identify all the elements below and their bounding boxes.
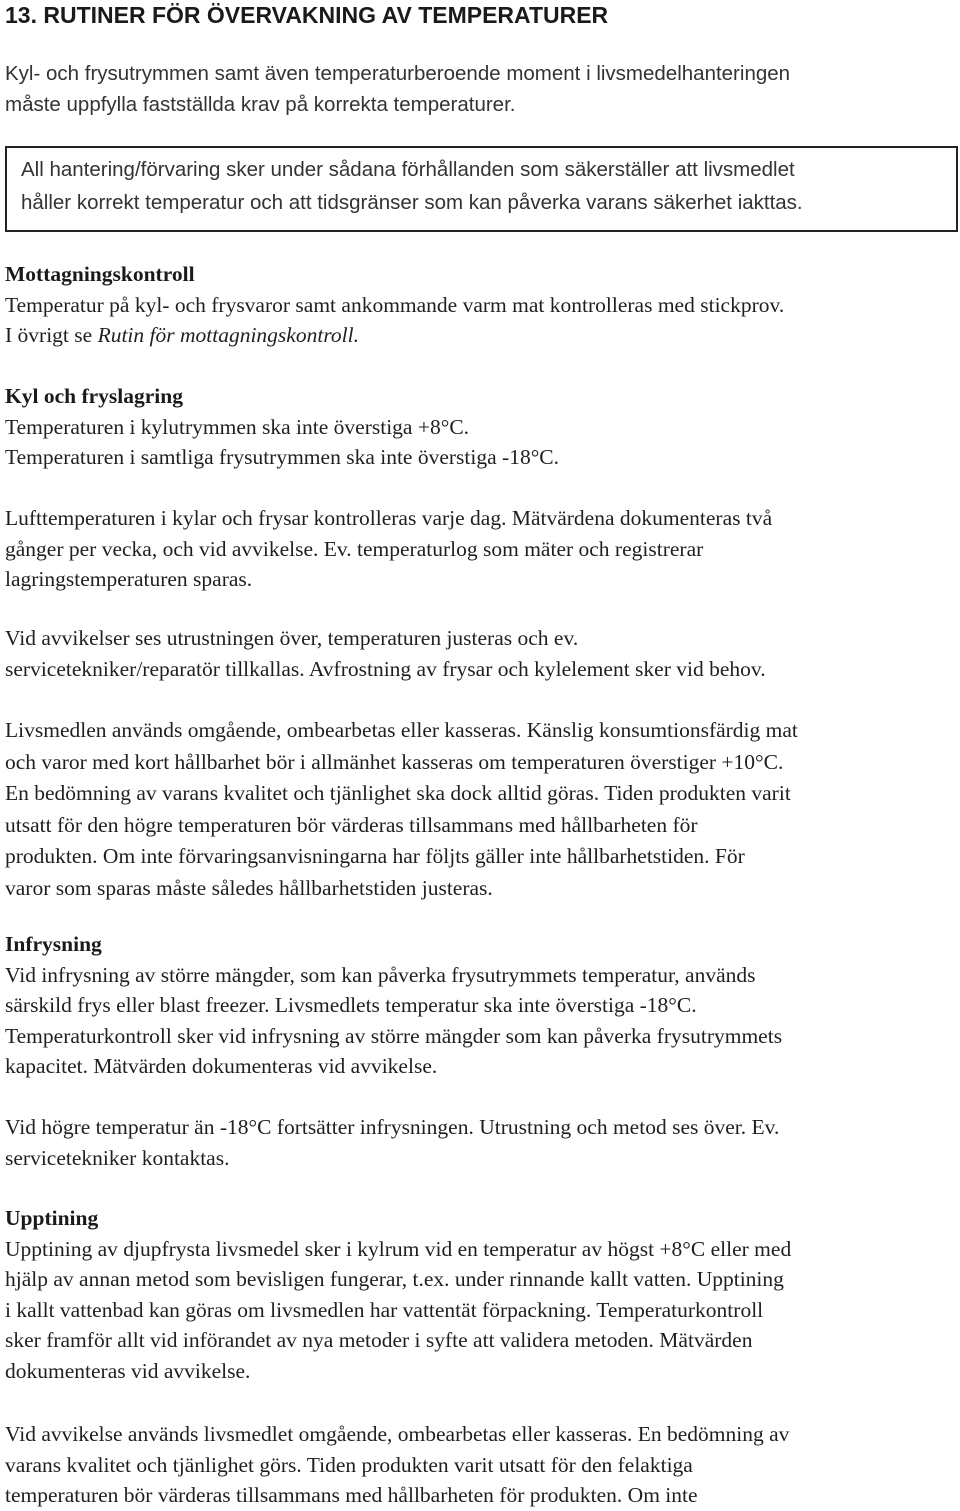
intro-paragraph	[5, 58, 954, 120]
upptining-line: dokumenteras vid avvikelse.	[5, 1358, 251, 1383]
mottagning-line: Temperatur på kyl- och frysvaror samt ankommande varm mat kontrolleras med stickprov.	[5, 292, 785, 317]
livs-line: Livsmedlen används omgående, ombearbetas eller kasseras. Känslig konsumtionsfärdig mat	[5, 718, 798, 742]
boxed-line: håller korrekt temperatur och att tidsgränser som kan påverka varans säkerhet iakttas.	[21, 191, 803, 214]
avvik-line: servicetekniker/reparatör tillkallas. Avfrostning av frysar och kylelement sker vid behov.	[5, 656, 766, 681]
rutin-reference: Rutin för mottagningskontroll.	[97, 323, 359, 347]
mottagning-line-prefix: I övrigt se	[5, 323, 98, 347]
infrysning-section	[5, 929, 954, 1082]
upptining-heading: Upptining	[5, 1206, 99, 1230]
kyl-line: Temperaturen i samtliga frysutrymmen ska inte överstiga -18°C.	[5, 445, 560, 469]
intro-line: Kyl- och frysutrymmen samt även temperaturberoende moment i livsmedelhanteringen	[5, 62, 791, 85]
avvik-paragraph	[5, 623, 954, 684]
infrysning-line: särskild frys eller blast freezer. Livsmedlets temperatur ska inte överstiga -18°C.	[5, 993, 697, 1017]
upptining-section	[5, 1203, 954, 1386]
boxed-line: All hantering/förvaring sker under sådana förhållanden som säkerställer att livsmedlet	[21, 158, 795, 181]
kyl-heading: Kyl och fryslagring	[5, 384, 183, 408]
sista-line: Vid avvikelse används livsmedlet omgående, ombearbetas eller kasseras. En bedömning av	[5, 1422, 790, 1446]
section-title: 13. RUTINER FÖR ÖVERVAKNING AV TEMPERATURER	[5, 2, 609, 28]
infrysning-heading: Infrysning	[5, 932, 102, 956]
mottagning-section	[5, 259, 954, 351]
livs-paragraph	[5, 715, 954, 904]
infrysning-line: kapacitet. Mätvärden dokumenteras vid avvikelse.	[5, 1054, 438, 1078]
upptining-line: sker framför allt vid införandet av nya metoder i syfte att validera metoden. Mätvärden	[5, 1328, 753, 1352]
upptining-line: hjälp av annan metod som bevisligen fungerar, t.ex. under rinnande kallt vatten. Upptining	[5, 1267, 784, 1291]
kyl-line: Temperaturen i kylutrymmen ska inte överstiga +8°C.	[5, 414, 470, 439]
sista-line: temperaturen bör värderas tillsammans med hållbarheten för produkten. Om inte	[5, 1483, 698, 1507]
livs-line: produkten. Om inte förvaringsanvisningarna har följts gäller inte hållbarhetstiden. För	[5, 844, 745, 868]
hogre-line: Vid högre temperatur än -18°C fortsätter infrysningen. Utrustning och metod ses över. Ev.	[5, 1115, 780, 1139]
avvik-line: Vid avvikelser ses utrustningen över, temperaturen justeras och ev.	[5, 626, 579, 650]
upptining-line: i kallt vattenbad kan göras om livsmedlen har vattentät förpackning. Temperaturkontroll	[5, 1297, 764, 1322]
infrysning-line: Temperaturkontroll sker vid infrysning av större mängder som kan påverka frysutrymmets	[5, 1023, 783, 1048]
livs-line: varor som sparas måste således hållbarhetstiden justeras.	[5, 875, 493, 900]
intro-line: måste uppfylla fastställda krav på korrekta temperaturer.	[5, 93, 516, 116]
hogre-line: servicetekniker kontaktas.	[5, 1145, 230, 1170]
luft-line: gånger per vecka, och vid avvikelse. Ev. temperaturlog som mäter och registrerar	[5, 536, 704, 561]
livs-line: En bedömning av varans kvalitet och tjänlighet ska dock alltid göras. Tiden produkten varit	[5, 781, 791, 805]
kyl-section	[5, 381, 954, 473]
boxed-statement	[5, 146, 958, 232]
livs-line: utsatt för den högre temperaturen bör värderas tillsammans med hållbarheten för	[5, 812, 698, 837]
luft-paragraph	[5, 503, 954, 595]
upptining-line: Upptining av djupfrysta livsmedel sker i kylrum vid en temperatur av högst +8°C eller med	[5, 1236, 792, 1261]
livs-line: och varor med kort hållbarhet bör i allmänhet kasseras om temperaturen överstiger +10°C.	[5, 749, 784, 774]
infrysning-line: Vid infrysning av större mängder, som kan påverka frysutrymmets temperatur, används	[5, 962, 756, 987]
mottagning-heading: Mottagningskontroll	[5, 262, 195, 286]
hogre-paragraph	[5, 1112, 954, 1173]
luft-line: Lufttemperaturen i kylar och frysar kontrolleras varje dag. Mätvärdena dokumenteras två	[5, 506, 773, 530]
sista-paragraph	[5, 1419, 954, 1511]
sista-line: varans kvalitet och tjänlighet görs. Tiden produkten varit utsatt för den felaktiga	[5, 1452, 693, 1477]
luft-line: lagringstemperaturen sparas.	[5, 567, 253, 591]
